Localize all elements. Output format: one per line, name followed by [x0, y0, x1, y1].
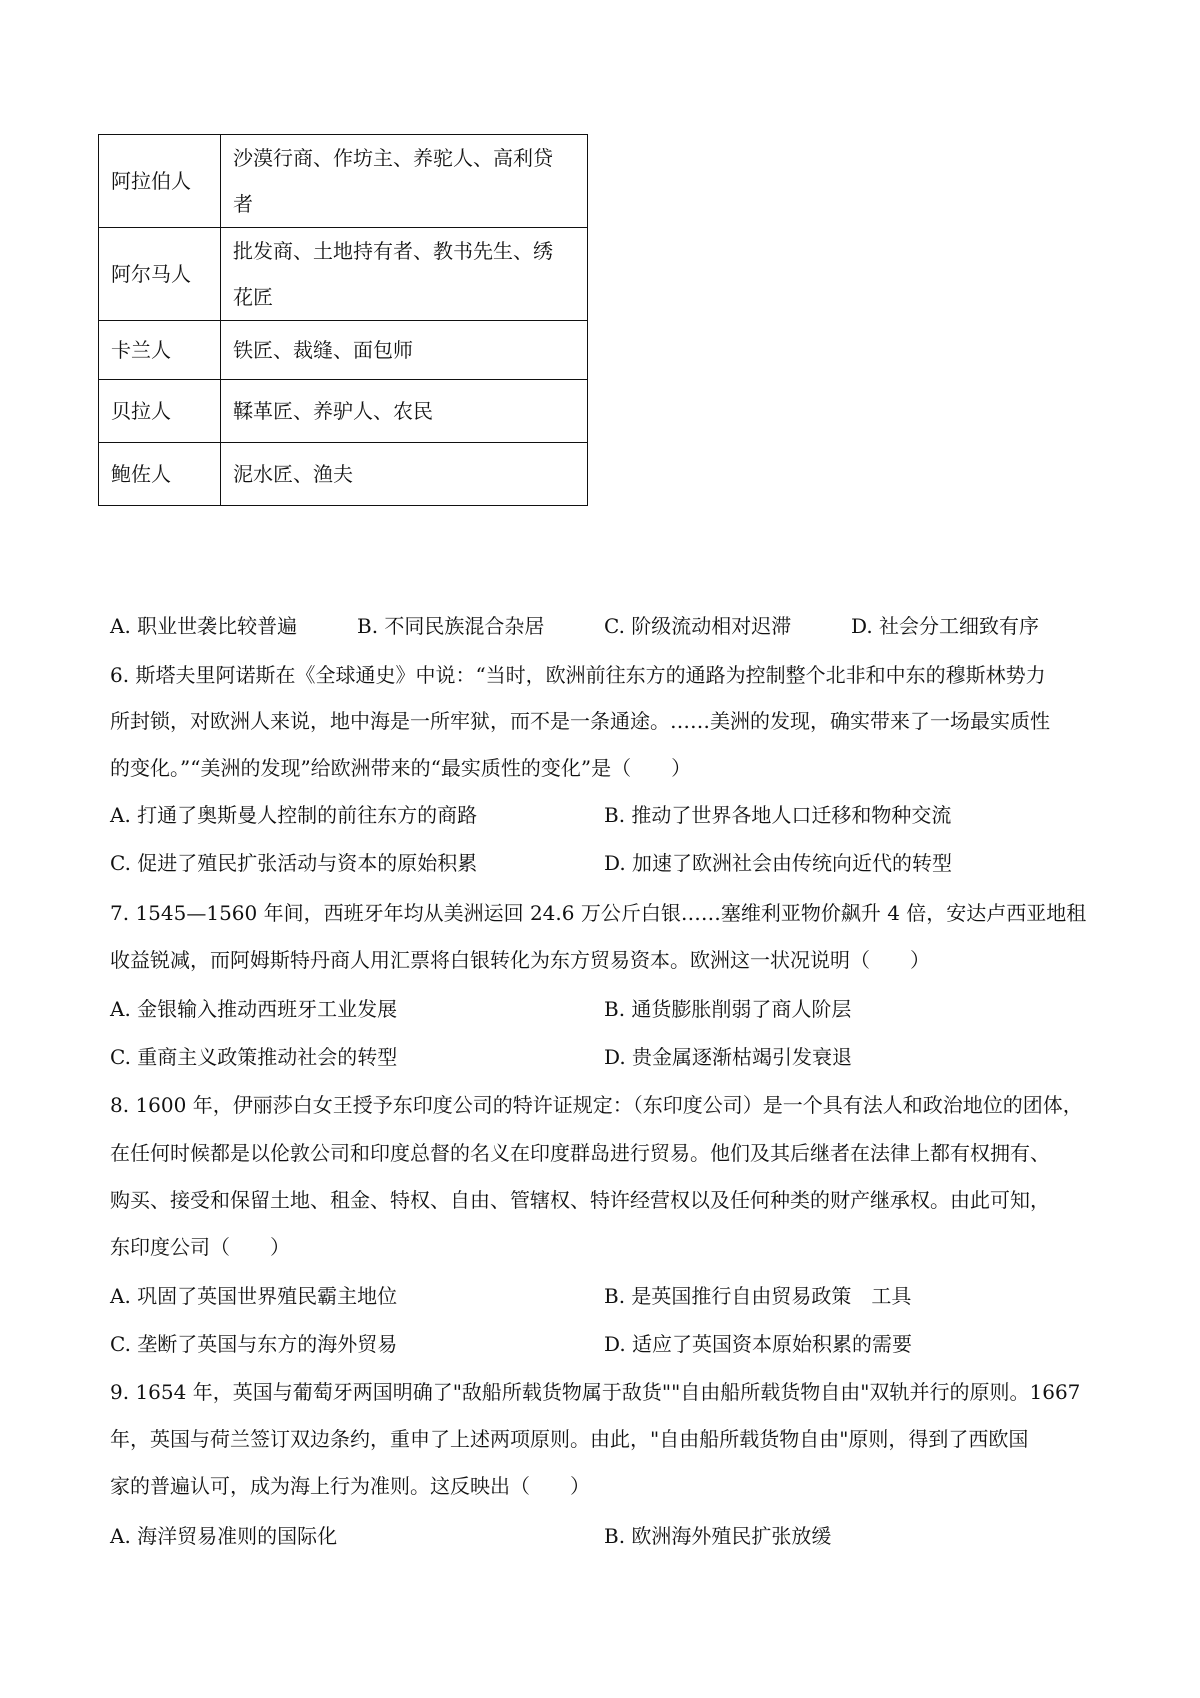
q8-stem-line: 东印度公司（ ）	[110, 1235, 290, 1259]
q8-option-a[interactable]: A. 巩固了英国世界殖民霸主地位	[110, 1284, 398, 1308]
q5-option-c[interactable]: C. 阶级流动相对迟滞	[604, 614, 792, 638]
q5-option-b[interactable]: B. 不同民族混合杂居	[357, 614, 545, 638]
q7-option-d[interactable]: D. 贵金属逐渐枯竭引发衰退	[604, 1045, 853, 1069]
jobs-cell: 沙漠行商、作坊主、养驼人、高利贷 者	[221, 135, 588, 228]
people-cell: 鲍佐人	[99, 443, 221, 506]
q6-option-d[interactable]: D. 加速了欧洲社会由传统向近代的转型	[604, 851, 953, 875]
q7-stem-line: 7. 1545—1560 年间，西班牙年均从美洲运回 24.6 万公斤白银……塞维利亚物价飙升 4 倍，安达卢西亚地租	[110, 901, 1087, 925]
q6-stem-line: 6. 斯塔夫里阿诺斯在《全球通史》中说：“当时，欧洲前往东方的通路为控制整个北非和中东的穆斯林势力	[110, 663, 1046, 687]
q5-option-d[interactable]: D. 社会分工细致有序	[851, 614, 1040, 638]
jobs-cell: 批发商、土地持有者、教书先生、绣 花匠	[221, 228, 588, 321]
jobs-cell: 铁匠、裁缝、面包师	[221, 321, 588, 380]
q9-stem-line: 9. 1654 年，英国与葡萄牙两国明确了"敌船所载货物属于敌货""自由船所载货物自由"双轨并行的原则。1667	[110, 1380, 1081, 1404]
q7-stem-line: 收益锐减，而阿姆斯特丹商人用汇票将白银转化为东方贸易资本。欧洲这一状况说明（ ）	[110, 948, 930, 972]
q7-option-a[interactable]: A. 金银输入推动西班牙工业发展	[110, 997, 398, 1021]
q6-option-a[interactable]: A. 打通了奥斯曼人控制的前往东方的商路	[110, 803, 478, 827]
jobs-cell: 鞣革匠、养驴人、农民	[221, 380, 588, 443]
table-row	[99, 443, 588, 506]
q7-option-c[interactable]: C. 重商主义政策推动社会的转型	[110, 1045, 398, 1069]
ethnic-occupation-table	[98, 134, 588, 506]
q8-stem-line: 在任何时候都是以伦敦公司和印度总督的名义在印度群岛进行贸易。他们及其后继者在法律上都有权拥有、	[110, 1141, 1050, 1165]
q6-option-c[interactable]: C. 促进了殖民扩张活动与资本的原始积累	[110, 851, 478, 875]
q9-stem-line: 家的普遍认可，成为海上行为准则。这反映出（ ）	[110, 1474, 590, 1498]
q6-option-b[interactable]: B. 推动了世界各地人口迁移和物种交流	[604, 803, 952, 827]
q6-stem-line: 的变化。”“美洲的发现”给欧洲带来的“最实质性的变化”是（ ）	[110, 756, 692, 780]
q8-stem-line: 购买、接受和保留土地、租金、特权、自由、管辖权、特许经营权以及任何种类的财产继承权。由此可知，	[110, 1188, 1050, 1212]
jobs-cell: 泥水匠、渔夫	[221, 443, 588, 506]
people-cell: 卡兰人	[99, 321, 221, 380]
q9-option-b[interactable]: B. 欧洲海外殖民扩张放缓	[604, 1524, 832, 1548]
people-cell: 贝拉人	[99, 380, 221, 443]
table-row	[99, 321, 588, 380]
q9-stem-line: 年，英国与荷兰签订双边条约，重申了上述两项原则。由此，"自由船所载货物自由"原则，得到了西欧国	[110, 1427, 1029, 1451]
q6-stem-line: 所封锁，对欧洲人来说，地中海是一所牢狱，而不是一条通途。……美洲的发现，确实带来了一场最实质性	[110, 709, 1050, 733]
q8-stem-line: 8. 1600 年，伊丽莎白女王授予东印度公司的特许证规定：（东印度公司）是一个具有法人和政治地位的团体，	[110, 1093, 1083, 1117]
table-row	[99, 135, 588, 228]
q8-option-b[interactable]: B. 是英国推行自由贸易政策 工具	[604, 1284, 912, 1308]
q8-option-c[interactable]: C. 垄断了英国与东方的海外贸易	[110, 1332, 398, 1356]
q8-option-d[interactable]: D. 适应了英国资本原始积累的需要	[604, 1332, 913, 1356]
table-row	[99, 228, 588, 321]
people-cell: 阿尔马人	[99, 228, 221, 321]
q7-option-b[interactable]: B. 通货膨胀削弱了商人阶层	[604, 997, 852, 1021]
table-row	[99, 380, 588, 443]
q5-option-a[interactable]: A. 职业世袭比较普遍	[110, 614, 298, 638]
people-cell: 阿拉伯人	[99, 135, 221, 228]
q9-option-a[interactable]: A. 海洋贸易准则的国际化	[110, 1524, 338, 1548]
